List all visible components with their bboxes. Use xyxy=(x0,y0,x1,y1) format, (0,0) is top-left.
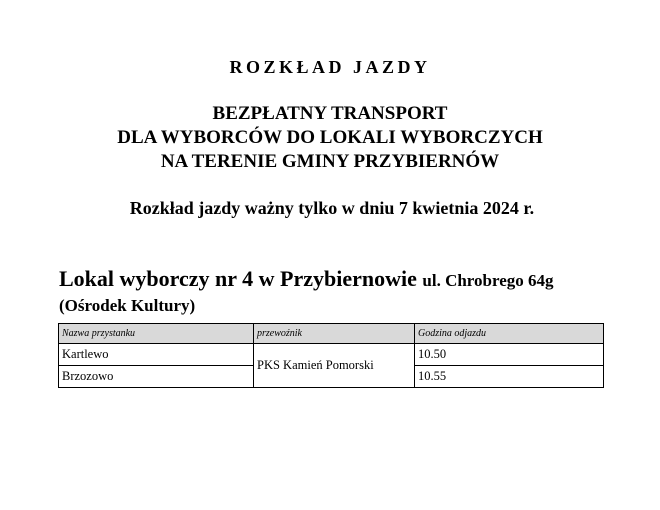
table-row xyxy=(59,344,604,366)
departure-time-cell: 10.55 xyxy=(415,366,604,388)
header-stop-name: Nazwa przystanku xyxy=(59,324,254,344)
document-title: ROZKŁAD JAZDY xyxy=(229,57,431,77)
subtitle-line-3: NA TERENIE GMINY PRZYBIERNÓW xyxy=(160,151,500,172)
polling-station-name: Lokal wyborczy nr 4 w Przybiernowie xyxy=(59,266,417,291)
header-departure-time: Godzina odjazdu xyxy=(415,324,604,344)
polling-station-block xyxy=(59,265,619,317)
validity-note: Rozkład jazdy ważny tylko w dniu 7 kwietnia 2024 r. xyxy=(129,198,535,218)
timetable xyxy=(58,323,604,388)
polling-station-address: ul. Chrobrego 64g xyxy=(422,271,554,290)
subtitle-line-1: BEZPŁATNY TRANSPORT xyxy=(212,103,448,124)
subtitle-line-2: DLA WYBORCÓW DO LOKALI WYBORCZYCH xyxy=(117,127,543,148)
stop-name-cell: Brzozowo xyxy=(59,366,254,388)
polling-station-heading xyxy=(59,265,619,295)
timetable-header-row xyxy=(59,324,604,344)
header-carrier: przewoźnik xyxy=(254,324,415,344)
polling-station-note: (Ośrodek Kultury) xyxy=(59,296,196,315)
stop-name-cell: Kartlewo xyxy=(59,344,254,366)
carrier-cell: PKS Kamień Pomorski xyxy=(254,344,415,388)
departure-time-cell: 10.50 xyxy=(415,344,604,366)
